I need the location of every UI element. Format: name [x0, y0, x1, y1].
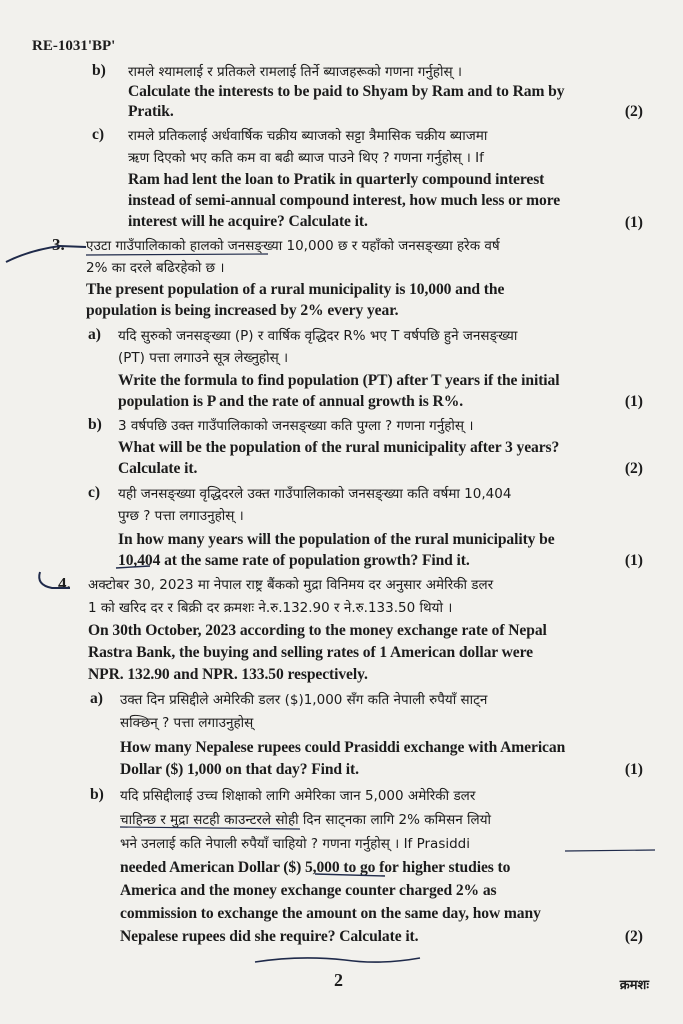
- q4b-english-4: Nepalese rupees did she require? Calculate it.: [120, 928, 419, 945]
- q3-checkmark: [6, 246, 86, 262]
- sub-label: c): [88, 484, 101, 501]
- q2c-english-2: instead of semi-annual compound interest, how much less or more: [128, 192, 561, 209]
- q3a-english-2: population is P and the rate of annual growth is R%.: [118, 393, 463, 410]
- sub-label: c): [92, 126, 105, 143]
- q4b-english-1: needed American Dollar ($) 5,000 to go for higher studies to: [120, 859, 511, 876]
- q3b-english-1: What will be the population of the rural municipality after 3 years?: [118, 439, 560, 456]
- q2b-english-1: Calculate the interests to be paid to Shyam by Ram and to Ram by: [128, 83, 565, 100]
- paper-code: RE-1031'BP': [32, 38, 116, 54]
- sub-label: a): [88, 326, 101, 343]
- mark: (1): [624, 761, 643, 778]
- q2b-english-2: Pratik.: [128, 103, 174, 120]
- q3c-english-1: In how many years will the population of the rural municipality be: [118, 531, 555, 548]
- q3a-nepali-1: यदि सुरुको जनसङ्ख्या (P) र वार्षिक वृद्धिदर R% भए T वर्षपछि हुने जनसङ्ख्या: [118, 328, 518, 344]
- q2c-english-3: interest will he acquire? Calculate it.: [128, 213, 368, 230]
- page-number: 2: [334, 970, 343, 990]
- mark: (2): [624, 928, 643, 945]
- q4b-underline-3: [565, 850, 655, 851]
- q4b-english-2: America and the money exchange counter charged 2% as: [120, 882, 497, 899]
- q3a-english-1: Write the formula to find population (PT) after T years if the initial: [118, 372, 560, 389]
- q4b-english-3: commission to exchange the amount on the same day, how many: [120, 905, 541, 922]
- q4a-nepali-1: उक्त दिन प्रसिद्दीले अमेरिकी डलर ($)1,000 सँग कति नेपाली रुपैयाँ साट्न: [120, 692, 488, 708]
- footer-squiggle: [255, 958, 420, 962]
- sub-label: a): [90, 690, 103, 707]
- question-number: 4.: [58, 574, 71, 593]
- q4b-nepali-2: चाहिन्छ र मुद्रा सटही काउन्टरले सोही दिन साट्नका लागि 2% कमिसन लियो: [120, 812, 492, 828]
- q2b-nepali: रामले श्यामलाई र प्रतिकले रामलाई तिर्ने ब्याजहरूको गणना गर्नुहोस् ।: [128, 64, 462, 80]
- q2c-english-1: Ram had lent the loan to Pratik in quarterly compound interest: [128, 171, 545, 188]
- q4a-english-1: How many Nepalese rupees could Prasiddi exchange with American: [120, 739, 566, 756]
- q3-nepali-2: 2% का दरले बढिरहेको छ ।: [86, 260, 225, 276]
- continued-label: क्रमशः: [619, 978, 649, 993]
- q4a-nepali-2: सक्छिन् ? पत्ता लगाउनुहोस्: [120, 715, 254, 731]
- q2c-nepali-2: ऋण दिएको भए कति कम वा बढी ब्याज पाउने थिए ? गणना गर्नुहोस् । If: [128, 150, 484, 166]
- q4-nepali-2: 1 को खरिद दर र बिक्री दर क्रमशः ने.रु.132.90 र ने.रु.133.50 थियो ।: [88, 600, 453, 616]
- q3c-nepali-2: पुग्छ ? पत्ता लगाउनुहोस् ।: [118, 508, 244, 524]
- q3a-nepali-2: (PT) पत्ता लगाउने सूत्र लेख्नुहोस् ।: [118, 350, 289, 366]
- sub-label: b): [90, 786, 104, 803]
- mark: (2): [624, 103, 643, 120]
- q4-english-2: Rastra Bank, the buying and selling rates of 1 American dollar were: [88, 644, 533, 661]
- q2c-nepali-1: रामले प्रतिकलाई अर्धवार्षिक चक्रीय ब्याजको सट्टा त्रैमासिक चक्रीय ब्याजमा: [128, 128, 488, 144]
- q4b-nepali-1: यदि प्रसिद्दीलाई उच्च शिक्षाको लागि अमेरिका जान 5,000 अमेरिकी डलर: [120, 788, 476, 804]
- sub-label: b): [92, 62, 106, 79]
- question-number: 3.: [52, 235, 65, 254]
- q4a-english-2: Dollar ($) 1,000 on that day? Find it.: [120, 761, 359, 778]
- q4-english-3: NPR. 132.90 and NPR. 133.50 respectively.: [88, 666, 368, 683]
- sub-label: b): [88, 416, 102, 433]
- q4-nepali-1: अक्टोबर 30, 2023 मा नेपाल राष्ट्र बैंकको मुद्रा विनिमय दर अनुसार अमेरिकी डलर: [88, 577, 494, 593]
- q3b-english-2: Calculate it.: [118, 460, 198, 477]
- mark: (1): [624, 214, 643, 231]
- q3c-english-2: 10,404 at the same rate of population growth? Find it.: [118, 552, 470, 569]
- q3-english-1: The present population of a rural municipality is 10,000 and the: [86, 281, 505, 298]
- mark: (2): [624, 460, 643, 477]
- q3b-nepali: 3 वर्षपछि उक्त गाउँपालिकाको जनसङ्ख्या कति पुग्ला ? गणना गर्नुहोस् ।: [118, 418, 474, 434]
- mark: (1): [624, 552, 643, 569]
- q3c-nepali-1: यही जनसङ्ख्या वृद्धिदरले उक्त गाउँपालिकाको जनसङ्ख्या कति वर्षमा 10,404: [118, 486, 512, 502]
- q4-english-1: On 30th October, 2023 according to the money exchange rate of Nepal: [88, 622, 547, 639]
- q4b-nepali-3: भने उनलाई कति नेपाली रुपैयाँ चाहियो ? गणना गर्नुहोस् । If Prasiddi: [120, 836, 470, 852]
- q3-nepali-1: एउटा गाउँपालिकाको हालको जनसङ्ख्या 10,000 छ र यहाँको जनसङ्ख्या हरेक वर्ष: [86, 238, 500, 254]
- q3-english-2: population is being increased by 2% every year.: [86, 302, 399, 319]
- mark: (1): [624, 393, 643, 410]
